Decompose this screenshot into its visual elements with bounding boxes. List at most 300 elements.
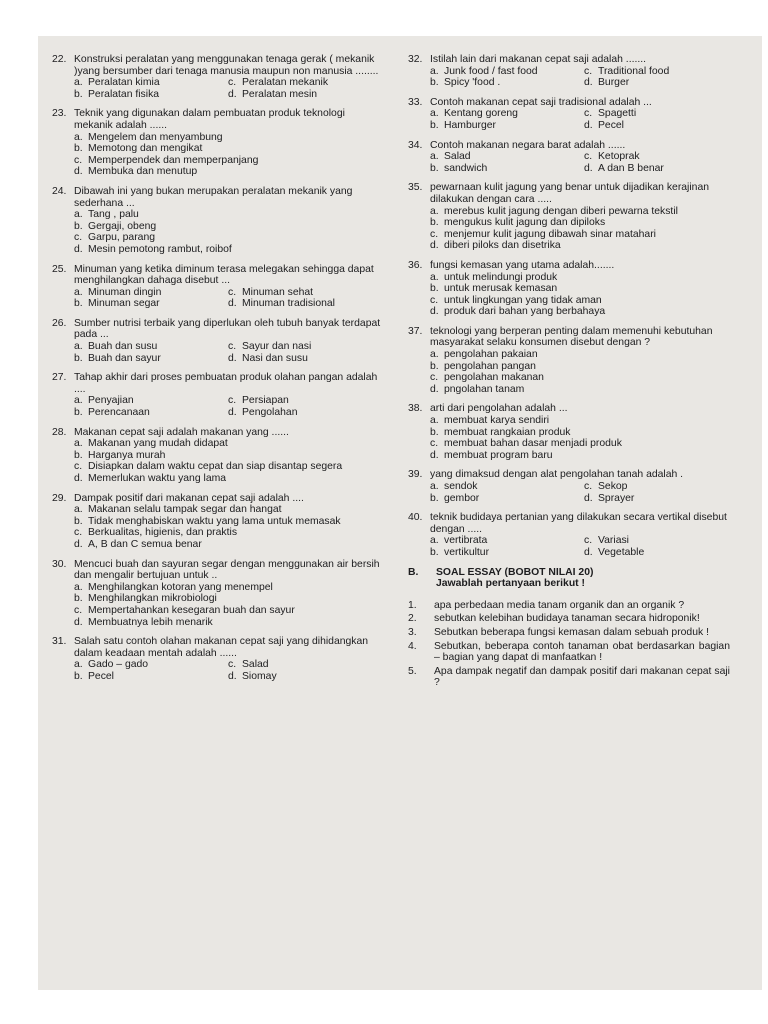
question-text: Contoh makanan cepat saji tradisional adalah ... — [430, 96, 652, 108]
option-letter: d. — [74, 538, 83, 550]
answer-option — [228, 287, 378, 299]
answer-options — [408, 481, 730, 504]
question-stem — [52, 264, 382, 287]
option-text: Minuman tradisional — [242, 298, 335, 310]
option-letter: a. — [430, 65, 439, 77]
option-text: Perencanaan — [88, 407, 150, 419]
question-number: 33. — [408, 96, 423, 108]
option-letter: c. — [74, 154, 83, 166]
question-number: 32. — [408, 54, 423, 65]
option-letter: d. — [430, 240, 439, 252]
question-text: Dibawah ini yang bukan merupakan peralatan mekanik yang sederhana ... — [74, 185, 353, 209]
answer-option — [74, 671, 224, 683]
question-item — [52, 372, 382, 418]
question-item — [408, 469, 730, 504]
answer-option — [584, 77, 734, 89]
option-text: Persiapan — [242, 395, 289, 407]
option-text: produk dari bahan yang berbahaya — [444, 306, 606, 318]
option-letter: c. — [430, 228, 439, 240]
answer-options — [52, 341, 382, 364]
option-text: Pecel — [598, 119, 624, 131]
option-letter: d. — [228, 407, 237, 419]
option-text: merebus kulit jagung dengan diberi pewarna tekstil — [444, 205, 678, 217]
answer-option — [74, 605, 382, 617]
answer-options — [408, 349, 730, 395]
option-text: Salad — [444, 151, 471, 163]
option-letter: b. — [430, 119, 439, 131]
answer-option — [228, 395, 378, 407]
option-letter: b. — [74, 515, 83, 527]
answer-options — [408, 415, 730, 461]
essay-title — [408, 567, 730, 579]
answer-option — [74, 209, 382, 221]
option-letter: b. — [74, 143, 83, 155]
option-letter: d. — [228, 298, 237, 310]
question-stem — [52, 559, 382, 582]
answer-option — [430, 229, 730, 241]
answer-option — [228, 341, 378, 353]
question-number: 31. — [52, 636, 67, 648]
essay-question — [408, 600, 730, 612]
option-letter: b. — [430, 217, 439, 229]
option-text: Vegetable — [598, 546, 645, 558]
answer-option — [430, 283, 730, 295]
question-number: 27. — [52, 372, 67, 384]
option-text: Ketoprak — [598, 151, 640, 163]
question-stem — [52, 108, 382, 131]
question-text: Minuman yang ketika diminum terasa melegakan sehingga dapat menghilangkan dahaga disebut ... — [74, 263, 374, 287]
option-text: Buah dan susu — [88, 341, 158, 353]
option-text: Buah dan sayur — [88, 352, 161, 364]
answer-options — [408, 535, 730, 558]
option-text: Salad — [242, 659, 269, 671]
question-number: 40. — [408, 512, 423, 524]
option-letter: a. — [430, 108, 439, 120]
answer-option — [74, 287, 224, 299]
option-letter: b. — [74, 593, 83, 605]
essay-question — [408, 627, 730, 639]
question-stem — [52, 318, 382, 341]
option-letter: c. — [228, 77, 237, 89]
answer-option — [74, 516, 382, 528]
answer-option — [74, 395, 224, 407]
answer-options — [408, 66, 730, 89]
answer-options — [408, 272, 730, 318]
option-letter: d. — [430, 449, 439, 461]
question-text: Teknik yang digunakan dalam pembuatan produk teknologi mekanik adalah ...... — [74, 108, 345, 131]
essay-text: sebutkan kelebihan budidaya tanaman secara hidroponik! — [434, 613, 700, 625]
question-text: Sumber nutrisi terbaik yang diperlukan oleh tubuh banyak terdapat pada ... — [74, 317, 381, 341]
question-text: Salah satu contoh olahan makanan cepat saji yang dihidangkan dalam keadaan mentah adalah ...... — [74, 636, 369, 659]
option-letter: a. — [74, 131, 83, 143]
option-letter: d. — [584, 492, 593, 504]
question-item — [52, 427, 382, 485]
option-letter: a. — [74, 209, 83, 221]
answer-option — [228, 407, 378, 419]
essay-section — [408, 567, 730, 689]
option-letter: b. — [430, 283, 439, 295]
answer-option — [430, 272, 730, 284]
option-letter: b. — [430, 360, 439, 372]
question-stem — [408, 140, 730, 152]
option-text: Sekop — [598, 481, 628, 492]
answer-option — [74, 89, 224, 101]
question-text: pewarnaan kulit jagung yang benar untuk dijadikan kerajinan dilakukan dengan cara ..... — [430, 182, 710, 205]
answer-options — [52, 438, 382, 484]
option-text: Harganya murah — [88, 449, 166, 461]
answer-option — [430, 77, 580, 89]
question-number: 25. — [52, 263, 67, 275]
option-text: Makanan yang mudah didapat — [88, 438, 228, 450]
option-text: Memotong dan mengikat — [88, 143, 203, 155]
option-letter: c. — [430, 438, 439, 450]
question-stem — [52, 186, 382, 209]
answer-option — [74, 407, 224, 419]
option-text: membuat rangkaian produk — [444, 426, 571, 438]
essay-question — [408, 666, 730, 689]
option-letter: c. — [584, 535, 593, 547]
option-text: mengukus kulit jagung dan dipiloks — [444, 217, 606, 229]
question-item — [52, 264, 382, 310]
option-letter: b. — [74, 298, 83, 310]
answer-options — [52, 209, 382, 255]
option-text: sandwich — [444, 162, 488, 174]
answer-option — [584, 120, 734, 132]
answer-option — [430, 450, 730, 462]
left-column — [52, 54, 382, 691]
option-letter: c. — [430, 372, 439, 384]
question-item — [408, 97, 730, 132]
question-item — [52, 318, 382, 364]
option-text: Peralatan fisika — [88, 88, 160, 100]
option-letter: a. — [430, 271, 439, 283]
question-text: teknik budidaya pertanian yang dilakukan secara vertikal disebut dengan ..... — [430, 512, 727, 535]
option-letter: a. — [74, 341, 83, 353]
option-letter: a. — [430, 205, 439, 217]
question-number: 36. — [408, 259, 423, 271]
answer-option — [430, 240, 730, 252]
answer-option — [584, 535, 734, 547]
option-text: Kentang goreng — [444, 108, 518, 120]
answer-option — [584, 163, 734, 175]
option-text: pengolahan makanan — [444, 372, 544, 384]
answer-options — [52, 77, 382, 100]
option-text: Minuman segar — [88, 298, 160, 310]
option-text: Membuka dan menutup — [88, 166, 198, 178]
question-stem — [408, 403, 730, 415]
answer-option — [584, 481, 734, 493]
answer-option — [430, 349, 730, 361]
option-letter: a. — [74, 581, 83, 593]
option-letter: c. — [228, 659, 237, 671]
question-text: Makanan cepat saji adalah makanan yang ...... — [74, 426, 289, 438]
answer-option — [74, 244, 382, 256]
option-text: Menghilangkan kotoran yang menempel — [88, 581, 273, 593]
option-text: Sprayer — [598, 492, 635, 504]
answer-option — [430, 163, 580, 175]
option-text: Burger — [598, 77, 630, 89]
option-letter: a. — [430, 481, 439, 492]
essay-text: Sebutkan beberapa fungsi kemasan dalam sebuah produk ! — [434, 626, 709, 638]
question-text: teknologi yang berperan penting dalam memenuhi kebutuhan masyarakat selaku konsumen disebut dengan ? — [430, 325, 713, 349]
option-letter: a. — [74, 659, 83, 671]
answer-option — [584, 151, 734, 163]
option-letter: a. — [74, 438, 83, 450]
question-stem — [408, 182, 730, 205]
option-letter: d. — [228, 670, 237, 682]
answer-option — [430, 206, 730, 218]
option-letter: a. — [430, 415, 439, 427]
option-letter: c. — [74, 232, 83, 244]
option-letter: d. — [584, 119, 593, 131]
option-text: vertikultur — [444, 546, 490, 558]
option-letter: c. — [228, 286, 237, 298]
option-letter: c. — [228, 341, 237, 353]
option-text: Pengolahan — [242, 407, 298, 419]
answer-option — [430, 481, 580, 493]
option-text: membuat program baru — [444, 449, 553, 461]
option-text: Spicy 'food . — [444, 77, 501, 89]
answer-option — [74, 353, 224, 365]
option-letter: b. — [430, 162, 439, 174]
answer-option — [74, 298, 224, 310]
answer-option — [430, 306, 730, 318]
option-letter: d. — [74, 473, 83, 484]
option-letter: a. — [74, 77, 83, 89]
option-letter: b. — [74, 352, 83, 364]
option-letter: c. — [74, 604, 83, 616]
option-text: sendok — [444, 481, 478, 492]
question-stem — [52, 427, 382, 439]
answer-options — [52, 287, 382, 310]
question-item — [408, 260, 730, 318]
question-text: Tahap akhir dari proses pembuatan produk olahan pangan adalah .... — [74, 372, 378, 395]
option-text: pengolahan pakaian — [444, 349, 538, 361]
answer-option — [228, 77, 378, 89]
option-text: Minuman dingin — [88, 286, 162, 298]
option-letter: b. — [74, 88, 83, 100]
question-stem — [408, 512, 730, 535]
question-item — [52, 108, 382, 178]
answer-option — [584, 108, 734, 120]
essay-question — [408, 641, 730, 664]
question-item — [408, 182, 730, 252]
question-text: fungsi kemasan yang utama adalah....... — [430, 259, 615, 271]
answer-option — [74, 617, 382, 629]
option-text: Penyajian — [88, 395, 134, 407]
option-text: Garpu, parang — [88, 232, 156, 244]
option-text: Mempertahankan kesegaran buah dan sayur — [88, 604, 295, 616]
option-letter: b. — [430, 77, 439, 89]
answer-option — [74, 143, 382, 155]
right-column — [408, 54, 730, 691]
option-text: Sayur dan nasi — [242, 341, 312, 353]
answer-option — [74, 166, 382, 178]
answer-option — [228, 353, 378, 365]
question-text: yang dimaksud dengan alat pengolahan tanah adalah . — [430, 469, 684, 481]
question-number: 28. — [52, 426, 67, 438]
option-letter: d. — [74, 166, 83, 178]
question-text: Contoh makanan negara barat adalah ...... — [430, 139, 626, 151]
option-letter: d. — [228, 88, 237, 100]
answer-option — [430, 108, 580, 120]
answer-option — [74, 527, 382, 539]
essay-number: 4. — [408, 640, 417, 652]
option-text: membuat bahan dasar menjadi produk — [444, 438, 622, 450]
answer-option — [228, 298, 378, 310]
essay-instruction: Jawablah pertanyaan berikut ! — [436, 578, 585, 590]
answer-options — [52, 395, 382, 418]
question-text: Mencuci buah dan sayuran segar dengan menggunakan air bersih dan mengalir bertujuan untuk .. — [74, 558, 380, 582]
answer-option — [430, 372, 730, 384]
question-item — [52, 636, 382, 682]
option-text: pngolahan tanam — [444, 383, 525, 395]
answer-option — [74, 77, 224, 89]
option-letter: b. — [74, 407, 83, 419]
essay-heading: SOAL ESSAY (BOBOT NILAI 20) — [436, 566, 594, 578]
option-letter: b. — [74, 670, 83, 682]
essay-list — [408, 600, 730, 689]
answer-option — [430, 438, 730, 450]
answer-option — [430, 151, 580, 163]
option-text: menjemur kulit jagung dibawah sinar matahari — [444, 228, 656, 240]
question-stem — [408, 469, 730, 481]
question-stem — [52, 636, 382, 659]
answer-option — [228, 659, 378, 671]
option-letter: d. — [584, 546, 593, 558]
option-letter: c. — [584, 108, 593, 120]
option-letter: d. — [430, 383, 439, 395]
question-number: 23. — [52, 108, 67, 120]
option-text: Gado – gado — [88, 659, 149, 671]
question-text: Konstruksi peralatan yang menggunakan tenaga gerak ( mekanik )yang bersumber dari tenaga manusia maupun non manusia ........ — [74, 54, 379, 77]
essay-number: 3. — [408, 626, 417, 638]
option-text: Tidak menghabiskan waktu yang lama untuk memasak — [88, 515, 341, 527]
answer-options — [52, 659, 382, 682]
option-text: Berkualitas, higienis, dan praktis — [88, 527, 238, 539]
answer-option — [74, 232, 382, 244]
essay-number: 1. — [408, 599, 417, 611]
answer-option — [74, 504, 382, 516]
option-text: membuat karya sendiri — [444, 415, 550, 427]
answer-options — [408, 151, 730, 174]
option-letter: c. — [584, 481, 593, 492]
answer-option — [430, 120, 580, 132]
essay-section-label: B. — [408, 566, 419, 578]
option-letter: a. — [74, 395, 83, 407]
answer-option — [430, 66, 580, 78]
option-text: Peralatan mesin — [242, 88, 318, 100]
answer-option — [430, 493, 580, 505]
question-text: Istilah lain dari makanan cepat saji adalah ....... — [430, 54, 647, 65]
question-item — [408, 54, 730, 89]
answer-option — [74, 438, 382, 450]
question-number: 38. — [408, 403, 423, 415]
option-text: Memperpendek dan memperpanjang — [88, 154, 259, 166]
option-letter: a. — [430, 349, 439, 361]
option-text: gembor — [444, 492, 480, 504]
answer-options — [52, 582, 382, 628]
option-text: Nasi dan susu — [242, 352, 308, 364]
question-number: 26. — [52, 317, 67, 329]
question-stem — [408, 97, 730, 109]
option-text: Junk food / fast food — [444, 65, 538, 77]
answer-option — [74, 593, 382, 605]
option-letter: b. — [74, 220, 83, 232]
option-text: untuk melindungi produk — [444, 271, 558, 283]
option-text: Disiapkan dalam waktu cepat dan siap disantap segera — [88, 461, 343, 473]
option-letter: d. — [74, 616, 83, 628]
question-stem — [408, 54, 730, 66]
question-number: 35. — [408, 182, 423, 194]
option-letter: c. — [74, 461, 83, 473]
question-number: 29. — [52, 492, 67, 504]
answer-option — [74, 473, 382, 485]
question-item — [408, 512, 730, 558]
question-item — [408, 140, 730, 175]
question-stem — [52, 54, 382, 77]
question-item — [52, 54, 382, 100]
answer-option — [74, 450, 382, 462]
answer-option — [74, 461, 382, 473]
option-letter: c. — [430, 294, 439, 306]
answer-option — [228, 89, 378, 101]
answer-options — [408, 108, 730, 131]
option-text: Gergaji, obeng — [88, 220, 157, 232]
option-text: Mengelem dan menyambung — [88, 131, 223, 143]
option-text: Minuman sehat — [242, 286, 314, 298]
option-letter: c. — [228, 395, 237, 407]
option-text: Variasi — [598, 535, 629, 547]
option-text: vertibrata — [444, 535, 488, 547]
option-text: A dan B benar — [598, 162, 664, 174]
option-text: Memerlukan waktu yang lama — [88, 473, 227, 484]
option-text: diberi piloks dan disetrika — [444, 240, 561, 252]
answer-option — [430, 547, 580, 559]
answer-options — [52, 132, 382, 178]
essay-number: 2. — [408, 613, 417, 625]
option-text: untuk merusak kemasan — [444, 283, 558, 295]
option-text: Mesin pemotong rambut, roibof — [88, 243, 232, 255]
question-number: 34. — [408, 139, 423, 151]
option-letter: d. — [430, 306, 439, 318]
question-number: 30. — [52, 558, 67, 570]
option-letter: c. — [74, 527, 83, 539]
question-item — [408, 403, 730, 461]
answer-option — [430, 535, 580, 547]
essay-text: apa perbedaan media tanam organik dan an organik ? — [434, 599, 685, 611]
option-text: Spagetti — [598, 108, 637, 120]
option-text: Membuatnya lebih menarik — [88, 616, 213, 628]
essay-text: Sebutkan, beberapa contoh tanaman obat berdasarkan bagian – bagian yang dapat di manfaatkan ! — [434, 640, 730, 664]
question-stem — [52, 493, 382, 505]
question-item — [52, 493, 382, 551]
option-letter: d. — [584, 77, 593, 89]
answer-option — [430, 415, 730, 427]
option-letter: d. — [228, 352, 237, 364]
answer-option — [74, 539, 382, 551]
question-number: 22. — [52, 54, 67, 65]
answer-option — [430, 361, 730, 373]
option-letter: b. — [430, 426, 439, 438]
option-letter: d. — [584, 162, 593, 174]
answer-option — [584, 493, 734, 505]
question-item — [52, 559, 382, 629]
question-stem — [52, 372, 382, 395]
option-text: A, B dan C semua benar — [88, 538, 202, 550]
option-text: Siomay — [242, 670, 277, 682]
essay-text: Apa dampak negatif dan dampak positif dari makanan cepat saji ? — [434, 665, 730, 689]
